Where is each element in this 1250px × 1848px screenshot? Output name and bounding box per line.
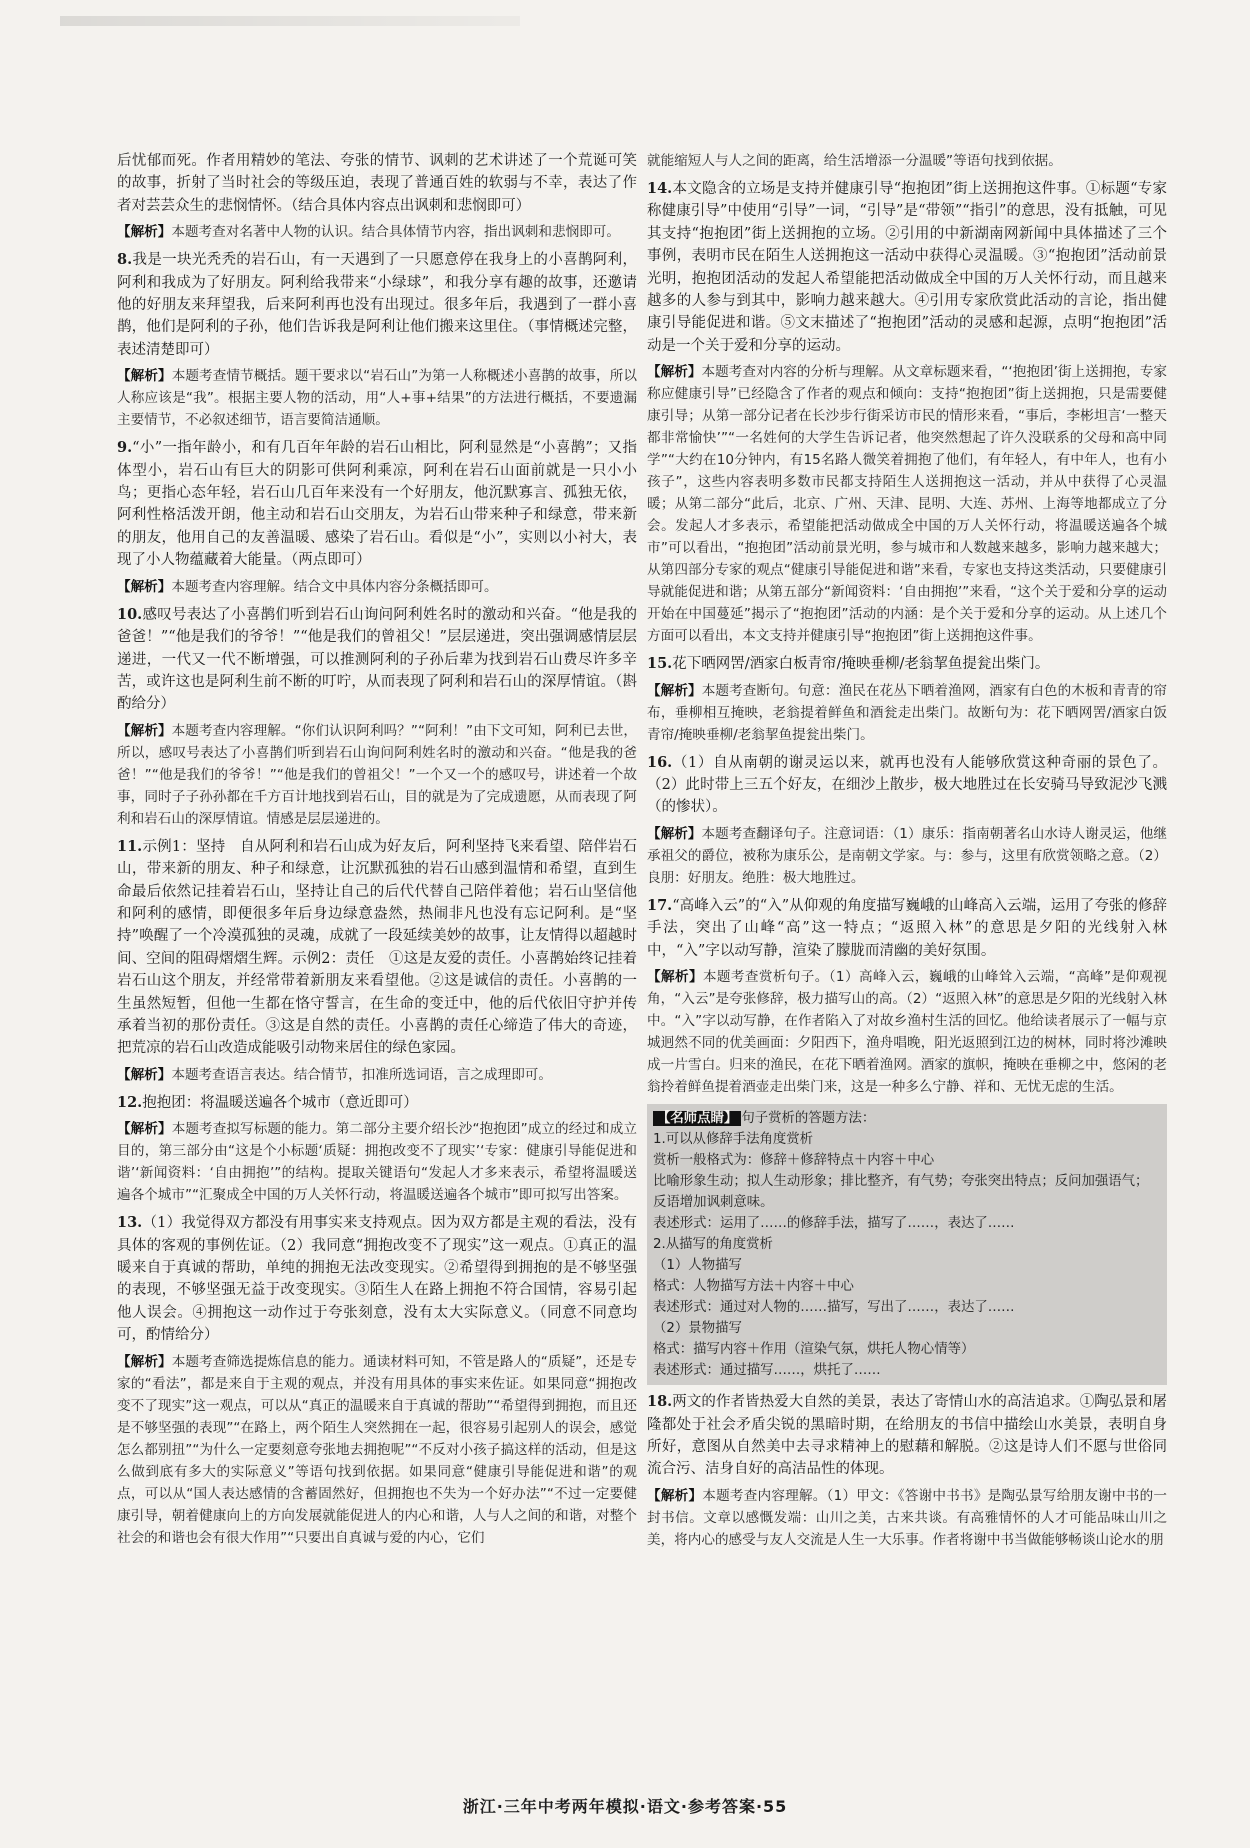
analysis-text: 本题考查断句。句意：渔民在花丛下晒着渔网，酒家有白色的木板和青青的帘布，垂柳相互掩映，老翁提着鲜鱼和酒瓮走出柴门。故断句为：花下晒网罟/酒家白饭青帘/掩映垂柳/老翁挈鱼提瓮出柴门。 (647, 682, 1168, 743)
analysis-text: 本题考查拟写标题的能力。第二部分主要介绍长沙“抱抱团”成立的经过和成立目的，第三部分由“这是个小标题‘质疑：拥抱改变不了现实’‘专家：健康引导能促进和谐’‘新闻资料：‘自由拥抱’”的结构。提取关键语句“发起人才多来表示，希望将温暖送遍各个城市”“汇聚成全中国的万人关怀行动，将温暖送遍各个城市”即可拟写出答案。 (117, 1121, 637, 1204)
question-number: 16. (647, 753, 673, 771)
analysis-text: 本题考查内容理解。“你们认识阿利吗？”“阿利！”由下文可知，阿利已去世，所以，感叹号表达了小喜鹊们听到岩石山询问阿利姓名时的激动和兴奋。“他是我的爸爸！”“他是我们的爷爷！”“他是我们的曾祖父！”一个又一个的感叹号，讲述着一个故事，同时子子孙孙都在千方百计地找到岩石山，目的就是为了完成遗愿，从而表现了阿利和岩石山的深厚情谊。情感是层层递进的。 (117, 722, 638, 827)
analysis-text: 本题考查筛选提炼信息的能力。通读材料可知，不管是路人的“质疑”，还是专家的“看法”，都是来自于主观的观点，并没有用具体的事实来佐证。如果同意“拥抱改变不了现实”这一观点，可以从“真正的温暖来自于真诚的帮助”“希望得到拥抱，而且还是不够坚强的表现”“在路上，两个陌生人突然拥在一起，很容易引起别人的误会，感觉怎么都别扭”“为什么一定要刻意夸张地去拥抱呢”“不反对小孩子搞这样的活动，但是这么做到底有多大的实际意义”等语句找到依据。如果同意“健康引导能促进和谐”的观点，可以从“国人表达感情的含蓄固然好，但拥抱也不失为一个好办法”“不过一定要健康引导，朝着健康向上的方向发展就能促进人的内心和谐，人与人之间的和谐，对整个社会的和谐也会有很大作用”“只要出自真诚与爱的内心，它们 (117, 1353, 637, 1546)
tip-title: 【名师点睛】 (653, 1111, 741, 1126)
tip-line: 表述形式：通过描写……，烘托了…… (653, 1363, 881, 1379)
analysis-tag: 【解析】 (647, 825, 702, 842)
answer-item (117, 836, 637, 1060)
teacher-tip-box (647, 1104, 1167, 1385)
tip-heading (653, 1108, 1161, 1129)
analysis-text: 本题考查内容理解。结合文中具体内容分条概括即可。 (171, 578, 498, 595)
analysis-tag: 【解析】 (647, 1487, 703, 1504)
tip-title-rest: 句子赏析的答题方法： (741, 1111, 876, 1127)
answer-text: 后忧郁而死。作者用精妙的笔法、夸张的情节、讽刺的艺术讲述了一个荒诞可笑的故事，折射了当时社会的等级压迫，表现了普通百姓的软弱与不幸，表达了作者对芸芸众生的悲悯情怀。（结合具体内容点出讽刺和悲悯即可） (117, 153, 637, 214)
question-number: 13. (117, 1214, 143, 1232)
question-number: 18. (647, 1393, 673, 1411)
analysis-tag: 【解析】 (647, 364, 702, 381)
answer-item (647, 752, 1167, 819)
analysis-note (117, 1351, 637, 1549)
answer-text: “高峰入云”的“入”从仰观的角度描写巍峨的山峰高入云端，运用了夸张的修辞手法，突出了山峰“高”这一特点；“返照入林”的意思是夕阳的光线射入林中，“入”字以动写静，渲染了朦胧而清幽的美好氛围。 (647, 897, 1167, 959)
question-number: 9. (117, 439, 133, 457)
analysis-note (117, 576, 637, 598)
analysis-tag: 【解析】 (117, 722, 172, 739)
analysis-note (117, 221, 637, 243)
answer-item (117, 249, 637, 361)
answer-text: 示例1：坚持 自从阿利和岩石山成为好友后，阿利坚持飞来看望、陪伴岩石山，带来新的朋友、种子和绿意，让沉默孤独的岩石山感到温情和希望，直到生命最后依然记挂着岩石山，坚持让自己的后代代替自己陪伴着他；岩石山坚信他和阿利的感情，即便很多年后身边绿意盎然，热闹非凡也没有忘记阿利。是“坚持”唤醒了一个冷漠孤独的灵魂，成就了一段延续美妙的故事，让友情得以超越时间、空间的阻碍熠熠生辉。示例2：责任 ①这是友爱的责任。小喜鹊始终记挂着岩石山这个朋友，并经常带着新朋友来看望他。②这是诚信的责任。小喜鹊的一生虽然短暂，但他一生都在恪守誓言，在生命的变迁中，他的后代依旧守护并传承着当初的那份责任。③这是自然的责任。小喜鹊的责任心缔造了伟大的奇迹，把荒凉的岩石山改造成能吸引动物来居住的绿色家园。 (117, 838, 637, 1057)
question-number: 14. (647, 180, 673, 197)
answer-text: 我是一块光秃秃的岩石山，有一天遇到了一只愿意停在我身上的小喜鹊阿利，阿利和我成为了好朋友。阿利给我带来“小绿球”，和我分享有趣的故事，还邀请他的好朋友来拜望我，后来阿利再也没有出现过。很多年后，我遇到了一群小喜鹊，他们是阿利的子孙，他们告诉我是阿利让他们搬来这里住。（事情概述完整，表述清楚即可） (117, 252, 637, 358)
analysis-tag: 【解析】 (117, 1066, 172, 1083)
analysis-note (117, 365, 637, 431)
analysis-text: 就能缩短人与人之间的距离，给生活增添一分温暖”等语句找到依据。 (647, 153, 1062, 169)
analysis-text: 本题考查语言表达。结合情节，扣准所选词语，言之成理即可。 (171, 1066, 552, 1083)
answer-item (647, 178, 1167, 357)
answer-text: （1）自从南朝的谢灵运以来，就再也没有人能够欣赏这种奇丽的景色了。（2）此时带上三五个好友，在细沙上散步，极大地胜过在长安骑马导致泥沙飞溅（的惨状）。 (647, 754, 1167, 816)
tip-line: 格式：人物描写方法＋内容＋中心 (653, 1279, 854, 1295)
analysis-text: 本题考查内容理解。（1）甲文：《答谢中书书》是陶弘景写给朋友谢中书的一封书信。文章以感慨发端：山川之美，古来共谈。有高雅情怀的人才可能品味山川之美，将内心的感受与友人交流是人生一大乐事。作者将谢中书当做能够畅谈山论水的朋 (647, 1487, 1168, 1548)
right-column (647, 150, 1167, 1557)
answer-text: “小”一指年龄小，和有几百年年龄的岩石山相比，阿利显然是“小喜鹊”；又指体型小，岩石山有巨大的阴影可供阿利乘凉，阿利在岩石山面前就是一只小小鸟；更指心态年轻，岩石山几百年来没有一个好朋友，他沉默寡言、孤独无依，阿利性格活泼开朗，他主动和岩石山交朋友，为岩石山带来种子和绿意，带来新的朋友，他用自己的友善温暖、感染了岩石山。看似是“小”，实则以小衬大，表现了小人物蕴藏着大能量。（两点即可） (117, 440, 637, 569)
analysis-note (647, 361, 1167, 647)
analysis-tag: 【解析】 (117, 224, 172, 241)
analysis-note (647, 966, 1167, 1098)
analysis-note (647, 823, 1167, 889)
analysis-note (647, 1485, 1167, 1551)
answer-item (647, 1391, 1167, 1481)
answer-item (117, 604, 637, 716)
answer-item (117, 437, 637, 571)
answer-item (117, 1212, 637, 1346)
tip-line: （2）景物描写 (653, 1321, 742, 1337)
analysis-note (117, 1064, 637, 1086)
analysis-text: 本题考查翻译句子。注意词语：（1）康乐：指南朝著名山水诗人谢灵运，他继承祖父的爵位，被称为康乐公，是南朝文学家。与：参与，这里有欣赏领略之意。（2）良朋：好朋友。绝胜：极大地胜过。 (647, 825, 1167, 886)
answer-text: 感叹号表达了小喜鹊们听到岩石山询问阿利姓名时的激动和兴奋。“他是我的爸爸！”“他是我们的爷爷！”“他是我们的曾祖父！”层层递进，突出强调感情层层递进，一代又一代不断增强，可以推测阿利的子孙后辈为找到岩石山费尽许多辛苦，或许这也是阿利生前不断的叮咛，从而表现了阿利和岩石山的深厚情谊。（斟酌给分） (117, 606, 637, 713)
answer-item (647, 653, 1167, 675)
analysis-text: 本题考查对名著中人物的认识。结合具体情节内容，指出讽刺和悲悯即可。 (171, 224, 620, 241)
answer-text: 抱抱团：将温暖送遍各个城市（意近即可） (142, 1094, 418, 1111)
question-number: 17. (647, 896, 673, 914)
question-number: 11. (117, 837, 143, 855)
analysis-tag: 【解析】 (117, 1121, 172, 1138)
question-number: 15. (647, 655, 673, 673)
answer-item (117, 1092, 637, 1114)
analysis-text: 本题考查赏析句子。（1）高峰入云，巍峨的山峰耸入云端，“高峰”是仰观视角，“入云”是夸张修辞，极力描写山的高。（2）“返照入林”的意思是夕阳的光线射入林中。“入”字以动写静，在作者陷入了对故乡渔村生活的回忆。他给读者展示了一幅与京城迥然不同的优美画面：夕阳西下，渔舟唱晚，阳光返照到江边的树林，同时将沙滩映成一片雪白。归来的渔民，在花下晒着渔网。酒家的旗帜，掩映在垂柳之中，悠闲的老翁拎着鲜鱼提着酒壶走出柴门来，这是一种多么宁静、祥和、无忧无虑的生活。 (647, 969, 1167, 1096)
tip-line: 赏析一般格式为：修辞＋修辞特点＋内容＋中心 (653, 1153, 935, 1169)
analysis-text: 本题考查情节概括。题干要求以“岩石山”为第一人称概述小喜鹊的故事，所以人称应该是“我”。根据主要人物的活动，用“人+事+结果”的方法进行概括，不要遗漏主要情节，不必叙述细节，语言要简洁通顺。 (117, 368, 637, 429)
analysis-note (647, 150, 1167, 172)
tip-line: 1.可以从修辞手法角度赏析 (653, 1132, 814, 1148)
tip-line: 格式：描写内容＋作用（渲染气氛，烘托人物心情等） (653, 1342, 975, 1358)
question-number: 12. (117, 1093, 143, 1111)
analysis-tag: 【解析】 (117, 1353, 172, 1370)
question-number: 8. (117, 251, 133, 269)
tip-line: 比喻形象生动；拟人生动形象；排比整齐，有气势；夸张突出特点；反问加强语气；反语增加讽刺意味。 (653, 1174, 1149, 1211)
answer-item (647, 895, 1167, 962)
tip-line: （1）人物描写 (653, 1258, 742, 1274)
tip-line: 表述形式：通过对人物的……描写，写出了……，表达了…… (653, 1300, 1015, 1316)
tip-line: 2.从描写的角度赏析 (653, 1237, 773, 1253)
analysis-note (117, 1118, 637, 1206)
analysis-tag: 【解析】 (117, 578, 172, 595)
answer-item (117, 150, 637, 217)
analysis-note (117, 720, 637, 830)
faded-header-strip (60, 16, 520, 26)
analysis-tag: 【解析】 (117, 368, 172, 385)
question-number: 10. (117, 605, 143, 623)
answer-text: 本文隐含的立场是支持并健康引导“抱抱团”街上送拥抱这件事。①标题“专家称健康引导”中使用“引导”一词，“引导”是“带领”“指引”的意思，没有抵触，可见其支持“抱抱团”街上送拥抱的立场。②引用的中新湖南网新闻中具体描述了三个事例，表明市民在陌生人送拥抱这一活动中获得心灵温暖。③“抱抱团”活动前景光明，抱抱团活动的发起人希望能把活动做成全中国的万人关怀行动，而且越来越多的人参与到其中，影响力越来越大。④引用专家欣赏此活动的言论，指出健康引导能促进和谐。⑤文末描述了“抱抱团”活动的灵感和起源，点明“抱抱团”活动是一个关于爱和分享的运动。 (647, 181, 1167, 354)
page-footer: 浙江·三年中考两年模拟·语文·参考答案·55 (462, 1797, 788, 1816)
answer-text: 两文的作者皆热爱大自然的美景，表达了寄情山水的高洁追求。①陶弘景和屠隆都处于社会矛盾尖锐的黑暗时期，在给朋友的书信中描绘山水美景，表明自身所好，意图从自然美中去寻求精神上的慰藉和解脱。②这是诗人们不愿与世俗同流合污、洁身自好的高洁品性的体现。 (647, 1394, 1167, 1478)
answer-text: 花下晒网罟/酒家白板青帘/掩映垂柳/老翁挈鱼提瓮出柴门。 (672, 656, 1050, 673)
analysis-text: 本题考查对内容的分析与理解。从文章标题来看，“‘抱抱团’街上送拥抱，专家称应健康引导”已经隐含了作者的观点和倾向：支持“抱抱团”街上送拥抱，只是需要健康引导；从第一部分记者在长沙步行街采访市民的情形来看，“事后，李彬坦言‘一整天都非常愉快’”“一名姓何的大学生告诉记者，他突然想起了许久没联系的父母和高中同学”“大约在10分钟内，有15名路人微笑着拥抱了他们，有年轻人，有中年人，也有小孩子”，这些内容表明多数市民都支持陌生人送拥抱这一活动，并从中获得了心灵温暖；从第二部分“此后，北京、广州、天津、昆明、大连、苏州、上海等地都成立了分会。发起人才多表示，希望能把活动做成全中国的万人关怀行动，将温暖送遍各个城市”可以看出，“抱抱团”活动前景光明，参与城市和人数越来越多，影响力越来越大；从第四部分专家的观点“健康引导能促进和谐”来看，专家也支持这类活动，只要健康引导就能促进和谐；从第五部分“新闻资料：‘自由拥抱’”来看，“这个关于爱和分享的运动开始在中国蔓延”揭示了“抱抱团”活动的内涵：是个关于爱和分享的运动。从上述几个方面可以看出，本文支持并健康引导“抱抱团”街上送拥抱这件事。 (647, 364, 1168, 645)
left-column (117, 150, 637, 1555)
tip-line: 表述形式：运用了……的修辞手法，描写了……，表达了…… (653, 1216, 1015, 1232)
analysis-note (647, 680, 1167, 746)
analysis-tag: 【解析】 (647, 682, 702, 699)
answer-text: （1）我觉得双方都没有用事实来支持观点。因为双方都是主观的看法，没有具体的客观的事例佐证。（2）我同意“拥抱改变不了现实”这一观点。①真正的温暖来自于真诚的帮助，单纯的拥抱无法改变现实。②希望得到拥抱的是不够坚强的表现，不够坚强无益于改变现实。③陌生人在路上拥抱不符合国情，容易引起他人误会。④拥抱这一动作过于夸张刻意，没有太大实际意义。（同意不同意均可，酌情给分） (117, 1215, 637, 1344)
analysis-tag: 【解析】 (647, 969, 703, 986)
